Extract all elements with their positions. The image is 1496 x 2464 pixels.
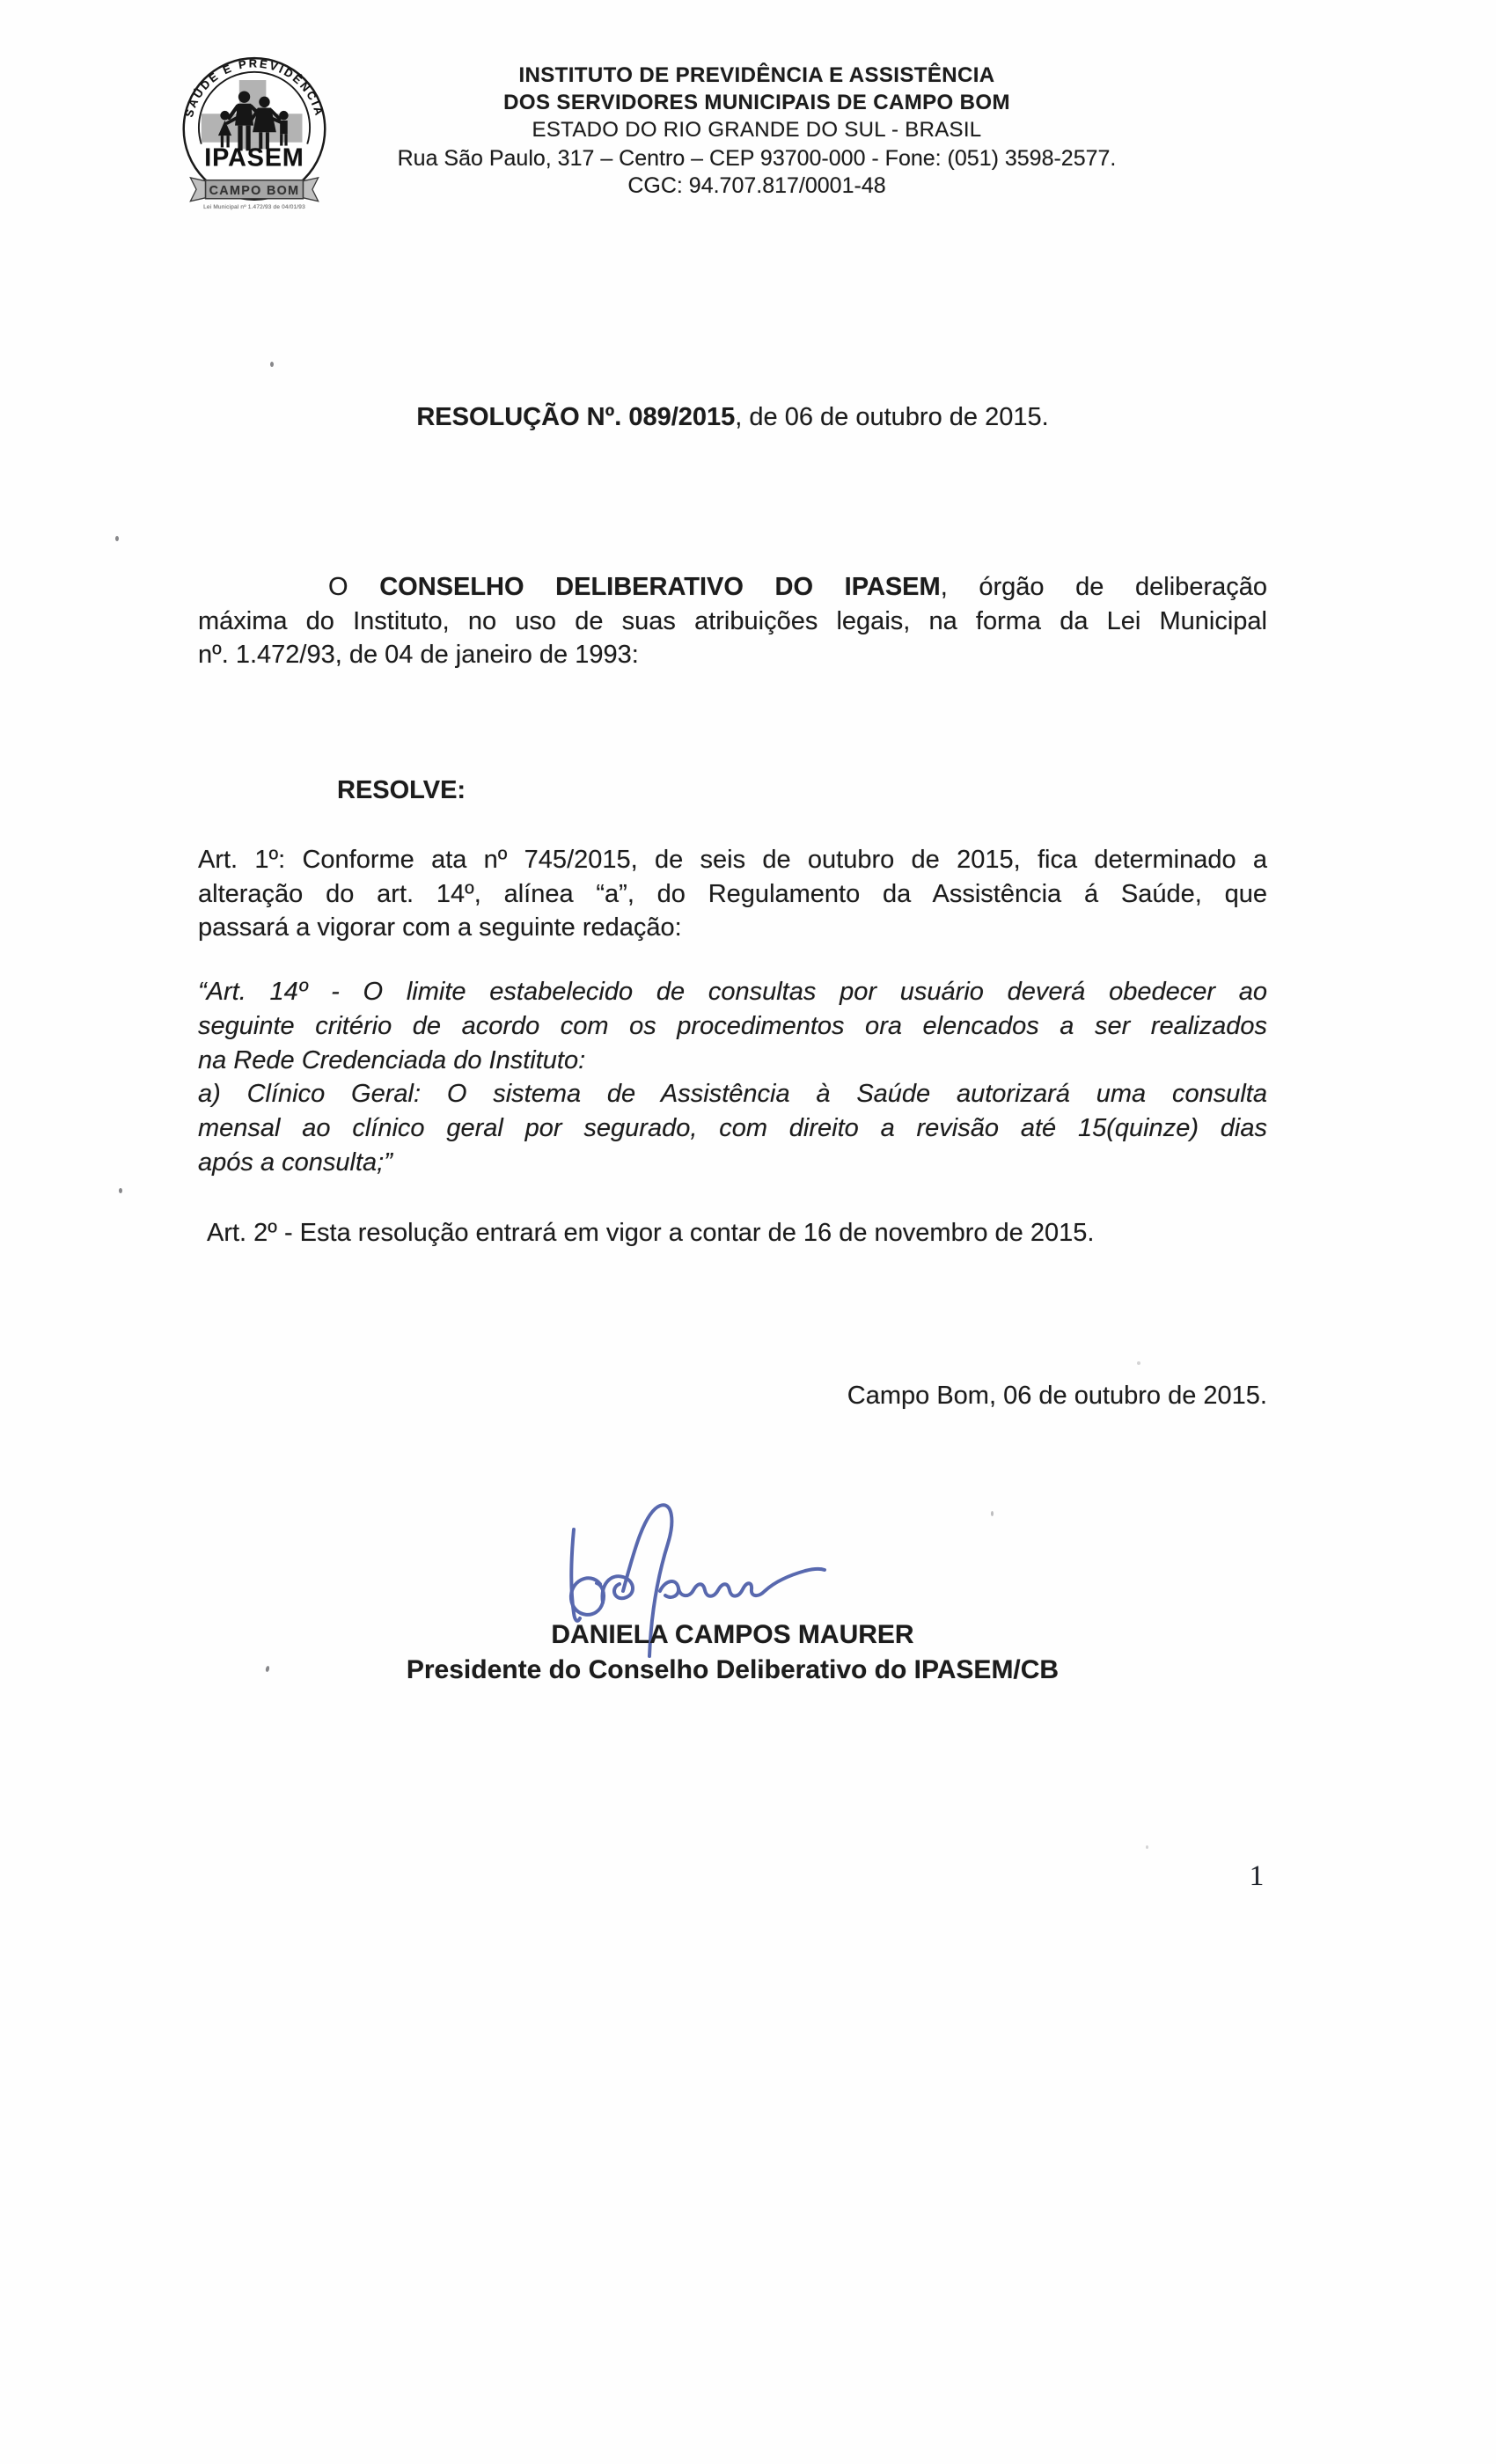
scan-speck xyxy=(991,1511,994,1516)
resolution-number: RESOLUÇÃO Nº. 089/2015 xyxy=(416,403,736,431)
resolution-title xyxy=(198,403,1267,432)
opening-line-3: nº. 1.472/93, de 04 de janeiro de 1993: xyxy=(198,641,639,669)
opening-paragraph xyxy=(198,570,1267,672)
article-1-line-3: passará a vigorar com a seguinte redação: xyxy=(198,913,682,942)
logo-arc-text: SAÚDE E PREVIDÊNCIA xyxy=(181,56,327,119)
page-number: 1 xyxy=(1249,1860,1265,1892)
letterhead-line-2: DOS SERVIDORES MUNICIPAIS DE CAMPO BOM xyxy=(503,91,1010,114)
council-name: CONSELHO DELIBERATIVO DO IPASEM xyxy=(379,573,941,601)
resolve-heading: RESOLVE: xyxy=(337,776,466,804)
quote-line-2: seguinte critério de acordo com os procedimentos ora elencados a ser realizados xyxy=(198,1011,1267,1040)
article-1 xyxy=(198,843,1267,945)
dateline: Campo Bom, 06 de outubro de 2015. xyxy=(847,1382,1267,1410)
opening-line-2: máxima do Instituto, no uso de suas atribuições legais, na forma da Lei Municipal xyxy=(198,606,1267,635)
article-1-line-2: alteração do art. 14º, alínea “a”, do Regulamento da Assistência á Saúde, que xyxy=(198,879,1267,908)
letterhead-line-1: INSTITUTO DE PREVIDÊNCIA E ASSISTÊNCIA xyxy=(518,63,995,87)
letterhead-cgc-line: CGC: 94.707.817/0001-48 xyxy=(627,173,886,198)
quote-line-1: “Art. 14º - O limite estabelecido de consultas por usuário deverá obedecer ao xyxy=(198,978,1267,1006)
letterhead-address-line: Rua São Paulo, 317 – Centro – CEP 93700-000 - Fone: (051) 3598-2577. xyxy=(397,146,1117,171)
quote-line-4: a) Clínico Geral: O sistema de Assistência à Saúde autorizará uma consulta xyxy=(198,1080,1267,1109)
letterhead-line-3: ESTADO DO RIO GRANDE DO SUL - BRASIL xyxy=(532,118,982,142)
opening-line-1: O CONSELHO DELIBERATIVO DO IPASEM, órgão de deliberação xyxy=(328,573,1267,601)
scan-speck xyxy=(119,1188,122,1193)
resolution-date: , de 06 de outubro de 2015. xyxy=(735,403,1049,431)
article-1-line-1: Art. 1º: Conforme ata nº 745/2015, de seis de outubro de 2015, fica determinado a xyxy=(198,846,1267,874)
logo-banner-text: CAMPO BOM xyxy=(209,183,300,198)
logo-registry-line: Lei Municipal nº 1.472/93 de 04/01/93 xyxy=(203,204,305,211)
article-2: Art. 2º - Esta resolução entrará em vigor a contar de 16 de novembro de 2015. xyxy=(207,1219,1095,1247)
scan-speck xyxy=(115,536,119,541)
quoted-article-14 xyxy=(198,975,1267,1180)
scan-speck xyxy=(1137,1361,1140,1365)
scan-speck xyxy=(270,362,274,367)
signatory-role: Presidente do Conselho Deliberativo do IPASEM/CB xyxy=(406,1655,1060,1684)
logo-acronym: IPASEM xyxy=(204,143,304,172)
quote-line-5: mensal ao clínico geral por segurado, com direito a revisão até 15(quinze) dias xyxy=(198,1114,1267,1143)
quote-line-6: após a consulta;” xyxy=(198,1148,392,1177)
scan-speck xyxy=(1146,1845,1148,1849)
quote-line-3: na Rede Credenciada do Instituto: xyxy=(198,1045,586,1074)
signatory-name: DANIELA CAMPOS MAURER xyxy=(551,1620,914,1649)
letterhead-text xyxy=(290,62,1223,200)
